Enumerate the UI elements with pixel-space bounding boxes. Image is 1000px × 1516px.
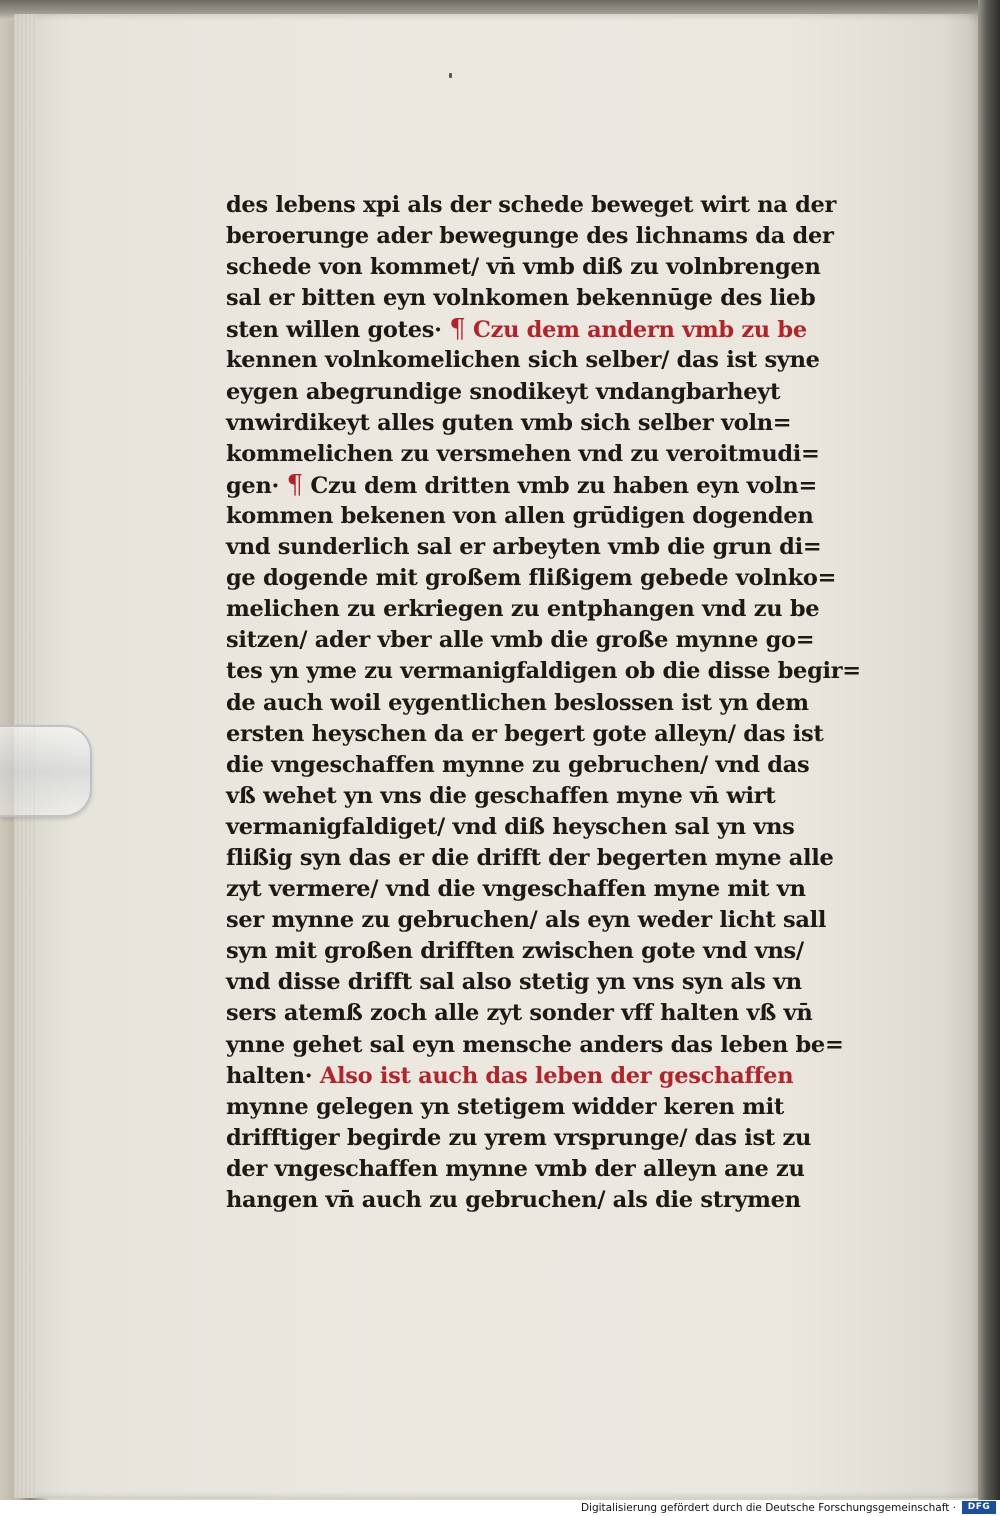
text-line: ser mynne zu gebruchen/ als eyn weder licht sall: [226, 907, 827, 934]
text-line: beroerunge ader bewegunge des lichnams da der: [226, 223, 834, 250]
line-segment: halten·: [226, 1062, 313, 1089]
text-line: tes yn yme zu vermanigfaldigen ob die disse begir=: [226, 658, 861, 685]
line-segment: gen·: [226, 472, 280, 499]
text-line: die vngeschaffen mynne zu gebruchen/ vnd das: [226, 751, 810, 778]
ink-speck: [449, 73, 452, 78]
text-line: [226, 314, 838, 345]
text-line: sers atemß zoch alle zyt sonder vff halten vß vn̄: [226, 1000, 813, 1027]
text-line: kommen bekenen von allen grūdigen dogenden: [226, 502, 814, 529]
page-clip: [0, 725, 92, 817]
text-line: vß wehet yn vns die geschaffen myne vn̄ wirt: [226, 782, 776, 809]
text-line: kennen volnkomelichen sich selber/ das ist syne: [226, 347, 820, 374]
text-line: der vngeschaffen mynne vmb der alleyn ane zu: [226, 1155, 805, 1182]
text-line: sal er bitten eyn volnkomen bekennūge des lieb: [226, 285, 816, 312]
pilcrow-mark: ¶: [449, 314, 466, 345]
text-line: des lebens xpi als der schede beweget wirt na der: [226, 192, 837, 218]
book-spine-shadow: [978, 0, 1000, 1500]
text-line: vermanigfaldiget/ vnd diß heyschen sal yn vns: [226, 813, 795, 840]
text-line: vnd disse drifft sal also stetig yn vns syn als vn: [226, 969, 802, 996]
text-line: sitzen/ ader vber alle vmb die große mynne go=: [226, 627, 815, 654]
text-line: zyt vermere/ vnd die vngeschaffen myne mit vn: [226, 876, 806, 903]
text-line: hangen vn̄ auch zu gebruchen/ als die strymen: [226, 1187, 801, 1213]
pilcrow-mark: ¶: [286, 469, 303, 500]
text-column: [226, 190, 861, 1216]
text-line: syn mit großen drifften zwischen gote vnd vns/: [226, 938, 804, 965]
text-line: de auch woil eygentlichen beslossen ist yn dem: [226, 689, 809, 716]
text-line: vnwirdikeyt alles guten vmb sich selber voln=: [226, 409, 792, 436]
text-line: [226, 470, 838, 501]
text-line: flißig syn das er die drifft der begerten myne alle: [226, 844, 834, 871]
text-line: melichen zu erkriegen zu entphangen vnd zu be: [226, 596, 820, 623]
text-line: eygen abegrundige snodikeyt vndangbarheyt: [226, 378, 781, 405]
line-segment: sten willen gotes·: [226, 317, 442, 344]
text-line: mynne gelegen yn stetigem widder keren mit: [226, 1093, 784, 1120]
line-segment: Czu dem dritten vmb zu haben eyn voln=: [310, 472, 817, 499]
text-line: ge dogende mit großem flißigem gebede volnko=: [226, 565, 837, 592]
text-line: [226, 1061, 838, 1092]
dfg-logo: DFG: [962, 1501, 996, 1514]
text-line: drifftiger begirde zu yrem vrsprunge/ das ist zu: [226, 1124, 812, 1151]
text-line: ersten heyschen da er begert gote alleyn/ das ist: [226, 720, 824, 747]
funding-credit: Digitalisierung gefördert durch die Deutsche Forschungsgemeinschaft ·: [580, 1502, 956, 1514]
text-line: ynne gehet sal eyn mensche anders das leben be=: [226, 1031, 844, 1058]
rubric-initial: Also ist auch das leben der geschaffen: [319, 1062, 794, 1089]
text-line: kommelichen zu versmehen vnd zu veroitmudi=: [226, 440, 820, 467]
text-line: vnd sunderlich sal er arbeyten vmb die grun di=: [226, 534, 822, 561]
text-line: schede von kommet/ vn̄ vmb diß zu volnbrengen: [226, 254, 821, 281]
rubric-initial: Czu dem andern vmb zu be: [472, 317, 807, 344]
